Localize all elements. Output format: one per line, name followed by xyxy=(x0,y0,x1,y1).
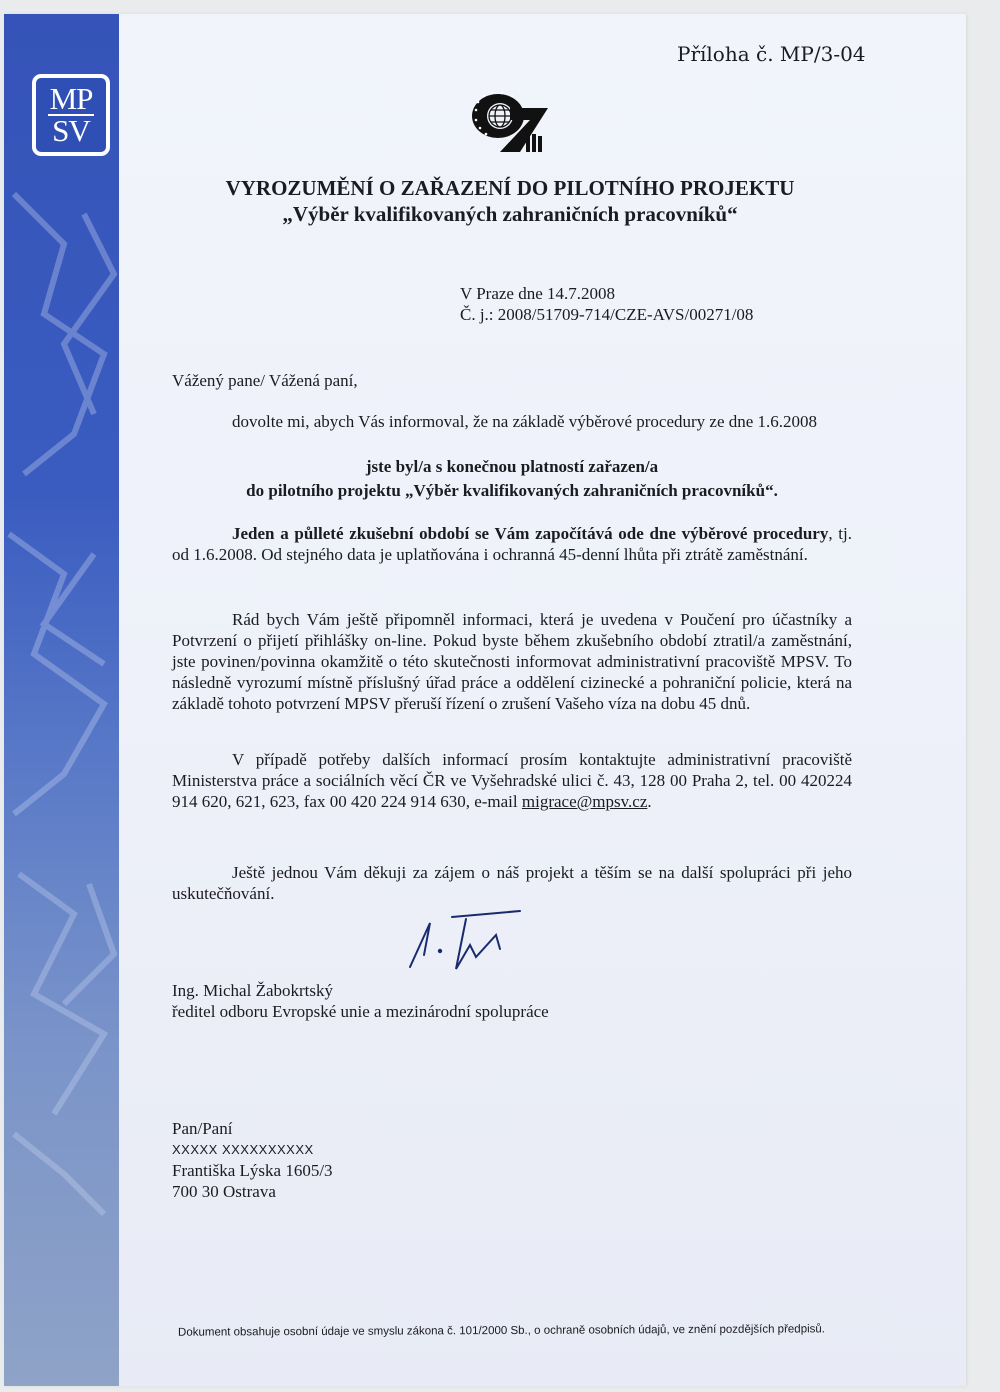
recipient-city: 700 30 Ostrava xyxy=(172,1182,276,1201)
inclusion-line-1: jste byl/a s konečnou platností zařazen/a xyxy=(365,457,659,476)
signer-name: Ing. Michal Žabokrtský xyxy=(172,981,333,1000)
inclusion-line-2: do pilotního projektu „Výběr kvalifikovaných zahraničních pracovníků“. xyxy=(246,481,778,500)
mpsv-logo-line: SV xyxy=(52,113,90,148)
attachment-label: Příloha č. MP/3-04 xyxy=(677,42,866,66)
email-link[interactable]: migrace@mpsv.cz xyxy=(521,792,648,811)
mpsv-logo-line: MP xyxy=(49,81,93,116)
mpsv-logo xyxy=(32,74,110,156)
trial-period-rest: , tj. od 1.6.2008. Od stejného data je uplatňována i ochranná 45-denní lhůta při ztrátě zaměstnání. xyxy=(172,524,853,564)
recipient-name-masked: XXXXX XXXXXXXXXX xyxy=(172,1142,314,1157)
document-title xyxy=(190,175,830,227)
handwritten-signature-icon xyxy=(400,905,530,975)
trial-period-bold: Jeden a půlleté zkušební období se Vám započítává ode dne výběrové procedury xyxy=(232,524,829,543)
cz-logo-icon xyxy=(470,88,550,158)
place-date: V Praze dne 14.7.2008 xyxy=(460,284,616,303)
title-project-name: „Výběr kvalifikovaných zahraničních pracovníků“ xyxy=(282,202,738,226)
reference-number: Č. j.: 2008/51709-714/CZE-AVS/00271/08 xyxy=(460,305,754,324)
paragraph-obligation: Rád bych Vám ještě připomněl informaci, která je uvedena v Poučení pro účastníky a Potvrzení o přijetí přihlášky on-line. Pokud byste během zkušebního období ztratil/a zaměstnání, jste povinen/povinna okamžitě o této skutečnosti informovat administrativní pracoviště MPSV. To následně vyrozumí místně příslušný úřad práce a oddělení cizinecké a pohraniční policie, která na základě tohoto potvrzení MPSV přeruší řízení o zrušení Vašeho víza na dobu 45 dnů. xyxy=(172,610,852,713)
privacy-notice: Dokument obsahuje osobní údaje ve smyslu zákona č. 101/2000 Sb., o ochraně osobních údajů, ve znění pozdějších předpisů. xyxy=(177,1323,826,1339)
paragraph-intro: dovolte mi, abych Vás informoval, že na základě výběrové procedury ze dne 1.6.2008 xyxy=(232,412,818,431)
recipient-address xyxy=(172,1118,333,1202)
letter-meta xyxy=(460,283,753,325)
paragraph-trial-period xyxy=(172,523,852,565)
contact-end: . xyxy=(647,792,652,811)
recipient-street: Františka Lýska 1605/3 xyxy=(172,1161,333,1180)
ministry-side-stripe xyxy=(4,14,119,1386)
title-main: VYROZUMĚNÍ O ZAŘAZENÍ DO PILOTNÍHO PROJEKTU xyxy=(225,176,795,200)
paragraph-thanks: Ještě jednou Vám děkuji za zájem o náš projekt a těším se na další spolupráci při jeho uskutečňování. xyxy=(172,863,852,903)
contact-text: V případě potřeby dalších informací prosím kontaktujte administrativní pracoviště Ministerstva práce a sociálních věcí ČR ve Vyšehradské ulici č. 43, 128 00 Praha 2, tel. 00 420224 914 620, 621, 623, fax 00 420 224 914 630, e-mail xyxy=(172,750,852,811)
signer-block xyxy=(172,980,549,1022)
salutation: Vážený pane/ Vážená paní, xyxy=(172,371,358,390)
recipient-salutation: Pan/Paní xyxy=(172,1119,233,1138)
inclusion-statement xyxy=(172,455,852,503)
signer-position: ředitel odboru Evropské unie a mezinárodní spolupráce xyxy=(172,1002,549,1021)
paragraph-contact xyxy=(172,749,852,812)
stripe-pattern xyxy=(4,14,119,1386)
